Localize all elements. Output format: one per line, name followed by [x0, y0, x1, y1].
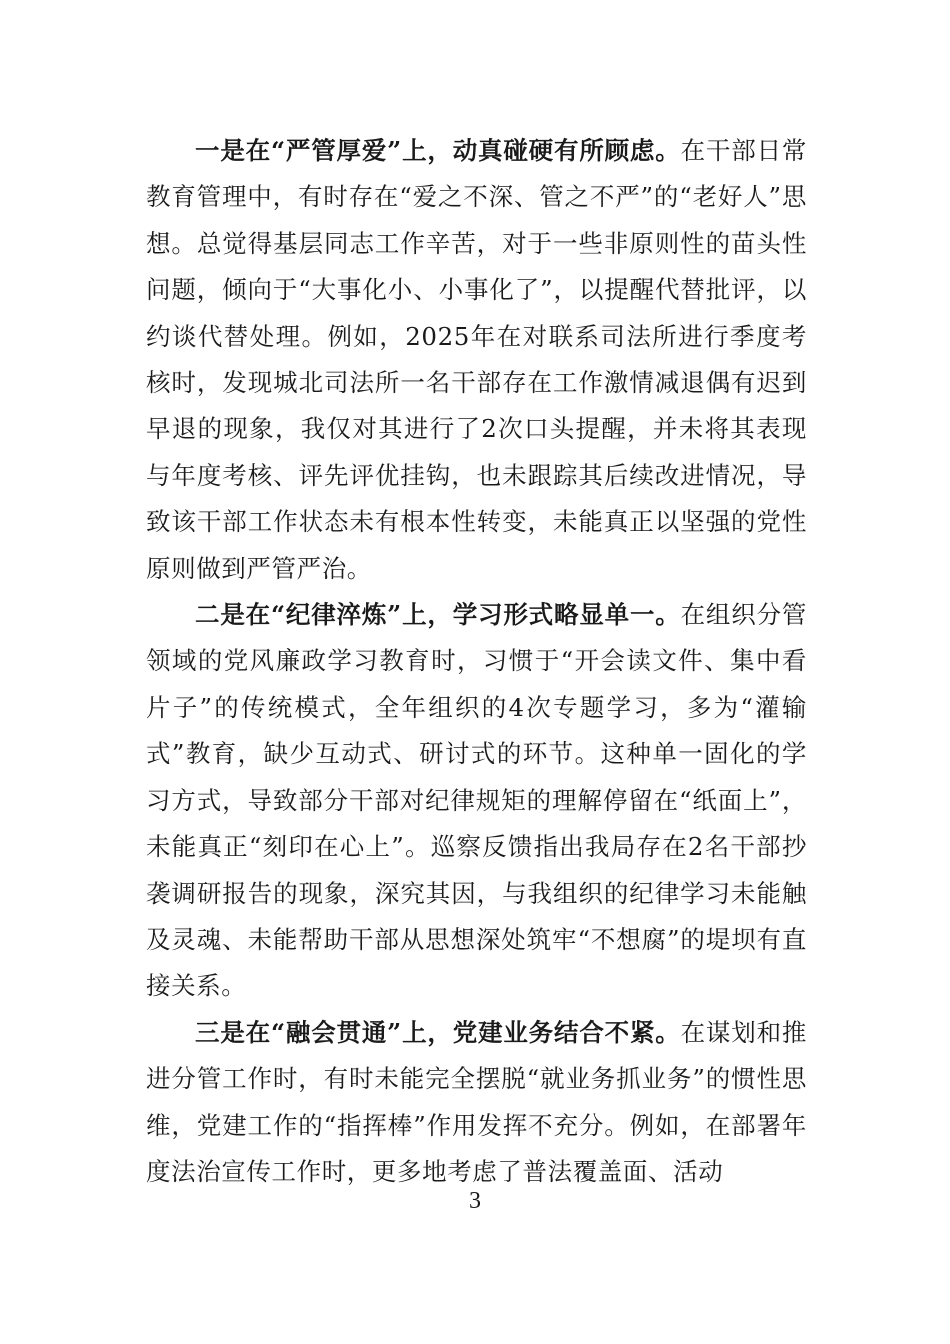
paragraph-2-text: 在组织分管领域的党风廉政学习教育时，习惯于“开会读文件、集中看片子”的传统模式，全年组织的4次专题学习，多为“灌输式”教育，缺少互动式、研讨式的环节。这种单一固化的学习方式，导致部分干部对纪律规矩的理解停留在“纸面上”，未能真正“刻印在心上”。巡察反馈指出我局存在2名干部抄袭调研报告的现象，深究其因，与我组织的纪律学习未能触及灵魂、未能帮助干部从思想深处筑牢“不想腐”的堤坝有直接关系。 — [146, 600, 807, 1001]
paragraph-2 — [146, 592, 807, 1010]
paragraph-1-lead: 一是在“严管厚爱”上，动真碰硬有所顾虑。 — [195, 136, 681, 165]
document-body — [146, 128, 807, 1195]
paragraph-1 — [146, 128, 807, 592]
paragraph-3-lead: 三是在“融会贯通”上，党建业务结合不紧。 — [195, 1017, 681, 1047]
paragraph-3-text: 在谋划和推进分管工作时，有时未能完全摆脱“就业务抓业务”的惯性思维，党建工作的“指挥棒”作用发挥不充分。例如，在部署年度法治宣传工作时，更多地考虑了普法覆盖面、活动 — [146, 1017, 807, 1186]
paragraph-3 — [146, 1010, 807, 1196]
page-number: 3 — [469, 1188, 481, 1214]
paragraph-1-text: 在干部日常教育管理中，有时存在“爱之不深、管之不严”的“老好人”思想。总觉得基层同志工作辛苦，对于一些非原则性的苗头性问题，倾向于“大事化小、小事化了”，以提醒代替批评，以约谈代替处理。例如，2025年在对联系司法所进行季度考核时，发现城北司法所一名干部存在工作激情减退偶有迟到早退的现象，我仅对其进行了2次口头提醒，并未将其表现与年度考核、评先评优挂钩，也未跟踪其后续改进情况，导致该干部工作状态未有根本性转变，未能真正以坚强的党性原则做到严管严治。 — [146, 136, 807, 583]
paragraph-2-lead: 二是在“纪律淬炼”上，学习形式略显单一。 — [195, 600, 681, 630]
